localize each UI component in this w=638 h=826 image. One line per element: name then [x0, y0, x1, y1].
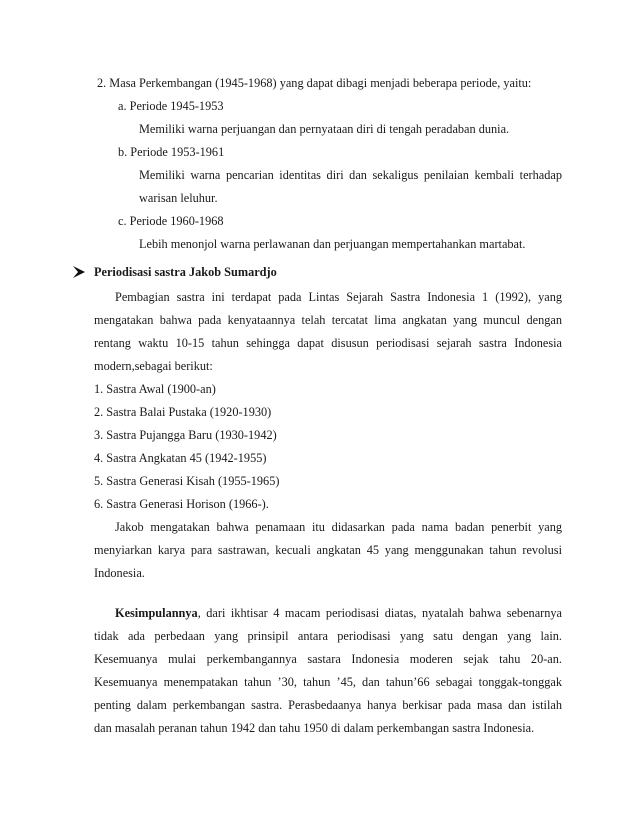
sumardjo-closing-line-3: Indonesia.	[94, 566, 145, 580]
period-b-desc: Memiliki warna pencarian identitas diri dan sekaligus penilaian kembali terhadap	[139, 168, 562, 182]
conclusion-line-6: dan masalah peranan tahun 1942 dan tahu 1950 di dalam perkembangan sastra Indonesia.	[94, 721, 535, 735]
conclusion-line-5: penting dalam perkembangan sastra. Perasbedaanya hanya berkisar pada masa dan istilah	[94, 698, 562, 712]
period-b-label: b. Periode 1953-1961	[118, 145, 225, 159]
sumardjo-heading: Periodisasi sastra Jakob Sumardjo	[94, 265, 277, 279]
conclusion-line-2: tidak ada perbedaan yang prinsipil antara periodisasi yang satu dengan yang lain.	[94, 629, 562, 643]
period-b-desc-cont: warisan leluhur.	[139, 191, 218, 205]
conclusion-line-3: Kesemuanya mulai perkembangannya sastara Indonesia moderen sejak tahu 20-an.	[94, 652, 562, 666]
list-item: 5. Sastra Generasi Kisah (1955-1965)	[94, 474, 280, 488]
period-a-label: a. Periode 1945-1953	[118, 99, 224, 113]
sumardjo-intro-line-2: mengatakan bahwa pada kenyataannya telah tercatat lima angkatan yang muncul dengan	[94, 313, 562, 327]
list-item: 3. Sastra Pujangga Baru (1930-1942)	[94, 428, 277, 442]
conclusion-line-1	[115, 605, 562, 621]
list-item: 2. Sastra Balai Pustaka (1920-1930)	[94, 405, 272, 419]
sumardjo-intro-line-4: modern,sebagai berikut:	[94, 359, 213, 373]
period-a-desc: Memiliki warna perjuangan dan pernyataan diri di tengah peradaban dunia.	[139, 122, 510, 136]
sumardjo-intro-line-1: Pembagian sastra ini terdapat pada Lintas Sejarah Sastra Indonesia 1 (1992), yang	[115, 290, 562, 304]
conclusion-line-4: Kesemuanya menempatakan tahun ’30, tahun ’45, dan tahun’66 sebagai tonggak-tonggak	[94, 675, 562, 689]
list-item: 1. Sastra Awal (1900-an)	[94, 382, 216, 396]
list-item: 6. Sastra Generasi Horison (1966-).	[94, 497, 269, 511]
arrow-bullet-icon	[72, 264, 86, 280]
conclusion-lead: Kesimpulannya	[115, 606, 198, 620]
period-c-label: c. Periode 1960-1968	[118, 214, 224, 228]
conclusion-lead-rest: , dari ikhtisar 4 macam periodisasi diatas, nyatalah bahwa sebenarnya	[197, 606, 562, 620]
period-c-desc: Lebih menonjol warna perlawanan dan perjuangan mempertahankan martabat.	[139, 237, 526, 251]
list-item: 4. Sastra Angkatan 45 (1942-1955)	[94, 451, 267, 465]
section-2-heading: 2. Masa Perkembangan (1945-1968) yang dapat dibagi menjadi beberapa periode, yaitu:	[97, 76, 532, 90]
sumardjo-closing-line-1: Jakob mengatakan bahwa penamaan itu didasarkan pada nama badan penerbit yang	[115, 520, 562, 534]
sumardjo-intro-line-3: rentang waktu 10-15 tahun sehingga dapat disusun periodisasi sejarah sastra Indonesia	[94, 336, 562, 350]
sumardjo-closing-line-2: menyiarkan karya para sastrawan, kecuali angkatan 45 yang menggunakan tahun revolusi	[94, 543, 562, 557]
